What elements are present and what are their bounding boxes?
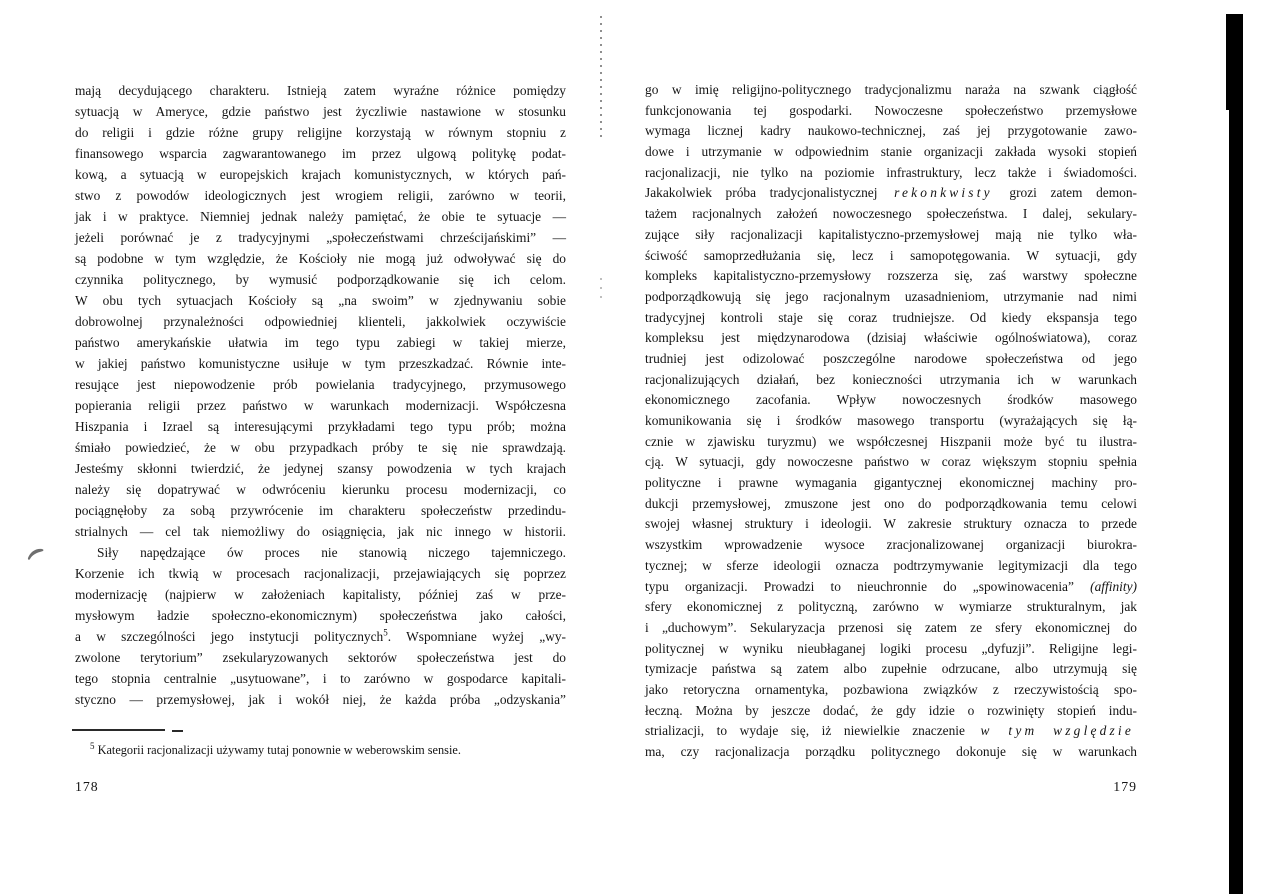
text-segment: trudniej jest odizolować poszczególne narodowe społeczeństwa od jego	[645, 350, 1137, 366]
text-line	[645, 101, 1137, 122]
text-segment: Jesteśmy skłonni twierdzić, że jedynej szansy powodzenia w tych krajach	[75, 461, 566, 476]
text-segment: strializacji, to wydaje się, iż niewielkie znaczenie	[645, 723, 978, 739]
text-segment: zujące siły racjonalizacji kapitalistyczno-przemysłowej mają nie tylko wła-	[645, 226, 1137, 242]
text-segment: kową, a sytuacją w europejskich krajach komunistycznych, w których pań-	[75, 167, 566, 182]
text-segment: stwo z powodów ideologicznych jest wrogiem religii, zarówno w teorii,	[75, 188, 566, 203]
text-line	[645, 514, 1137, 535]
text-segment: mają decydującego charakteru. Istnieją zatem wyraźne różnice pomiędzy	[75, 83, 566, 98]
footnote-separator-dash	[172, 730, 183, 732]
text-segment: . Wspomniane wyżej „wy-	[387, 629, 566, 644]
text-segment: zwolone terytorium” zsekularyzowanych sektorów społeczeństwa jest do	[75, 650, 566, 665]
text-segment: są podobne w tym względzie, że Kościoły nie mogą już odwoływać się do	[75, 251, 566, 266]
text-line	[645, 701, 1137, 722]
text-segment: cją. W sytuacji, gdy nowoczesne państwo w coraz większym stopniu spełnia	[645, 454, 1137, 470]
text-segment-sup: 5	[383, 627, 388, 638]
text-line	[645, 494, 1137, 515]
text-segment: grozi zatem demon-	[995, 185, 1137, 201]
text-segment: styczno — przemysłowej, jak i wokół niej, że każda próba „odzyskania”	[75, 692, 566, 707]
right-page-number: 179	[1113, 779, 1137, 794]
text-segment: ekonomicznego zacofania. Wpływ nowoczesnych środków masowego	[645, 392, 1137, 408]
text-line	[75, 395, 566, 416]
text-segment: łeczną. Można by jeszcze dodać, że gdy idzie o rozwinięty stopień indu-	[645, 702, 1137, 718]
text-segment-sp-it: w tym względzie	[980, 723, 1134, 739]
text-segment: swojej własnej struktury i ideologii. W zakresie struktury oznacza to przede	[645, 516, 1137, 532]
text-line	[645, 432, 1137, 453]
text-segment: mysłowym ładzie społeczno-ekonomicznym) społeczeństwa jako całości,	[75, 608, 566, 623]
text-segment: Kategorii racjonalizacji używamy tutaj ponownie w weberowskim sensie.	[94, 743, 461, 757]
text-line	[75, 563, 566, 584]
text-segment: należy się dopatrywać w odwróceniu kierunku procesu modernizacji, co	[75, 482, 566, 497]
text-line	[645, 266, 1137, 287]
text-line	[645, 183, 1137, 204]
text-segment: pociągnęłoby za sobą przywrócenie im charakteru społeczeństw przedindu-	[75, 503, 566, 518]
text-line	[645, 639, 1137, 660]
text-segment: komunikowania się i środków masowego transportu (wyrażających się łą-	[645, 413, 1137, 428]
text-line	[645, 618, 1137, 639]
text-segment: Hiszpania i Izrael są interesującymi przykładami tego typu prób; można	[75, 419, 566, 434]
text-line	[645, 680, 1137, 701]
text-line	[75, 668, 566, 689]
text-segment: dowe i utrzymanie w odpowiednim stanie organizacji zakłada wysoki stopień	[645, 144, 1137, 160]
text-line	[645, 80, 1137, 101]
text-segment: racjonalizujących działań, bez konieczności utrzymania ich w warunkach	[645, 371, 1137, 387]
text-line	[645, 452, 1137, 473]
text-line	[75, 185, 566, 206]
text-line	[645, 225, 1137, 246]
text-line	[75, 689, 566, 710]
text-segment: kompleksu jest międzynarodowa (dzisiaj właściwie ogólnoświatowa), coraz	[645, 330, 1137, 346]
text-line	[75, 269, 566, 290]
text-line	[75, 206, 566, 227]
text-line	[645, 246, 1137, 267]
text-segment: tażem racjonalnych założeń nowoczesnego społeczeństwa. I dalej, sekulary-	[645, 206, 1137, 222]
text-segment: państwo amerykańskie ułatwia im tego typu zabiegi w takiej mierze,	[75, 335, 566, 350]
text-segment: tymizacje państwa są zatem albo zupełnie odrzucane, albo utrzymują się	[645, 661, 1137, 677]
text-line	[645, 742, 1137, 763]
text-segment: w jakiej państwo komunistyczne usiłuje w tym przeszkadzać. Równie inte-	[75, 356, 566, 371]
text-segment: typu organizacji. Prowadzi to nieuchronnie do „spowinowacenia”	[645, 578, 1091, 594]
text-line	[645, 370, 1137, 391]
text-line	[75, 227, 566, 248]
text-line	[75, 374, 566, 395]
text-segment: resujące jest niepowodzenie prób powielania tradycyjnego, przymusowego	[75, 377, 566, 392]
text-line	[645, 597, 1137, 618]
text-segment: kompleks kapitalistyczno-przemysłowy rozszerza się, zaś warstwy społeczne	[645, 268, 1137, 284]
text-line	[645, 328, 1137, 349]
text-segment: popierania religii przez państwo w warunkach modernizacji. Współczesna	[75, 398, 566, 413]
text-line	[75, 164, 566, 185]
text-line	[75, 605, 566, 626]
text-line	[75, 311, 566, 332]
text-line	[645, 287, 1137, 308]
text-line	[75, 332, 566, 353]
text-line	[645, 535, 1137, 556]
text-segment-it: (affinity)	[1090, 578, 1137, 594]
text-line	[75, 248, 566, 269]
text-line	[75, 80, 566, 101]
text-segment: modernizację (najpierw w założeniach kapitalisty, później zaś w prze-	[75, 587, 566, 602]
text-segment: sfery ekonomicznej z polityczną, zarówno w wymiarze strukturalnym, jak	[645, 599, 1137, 615]
text-line	[75, 647, 566, 668]
text-line	[75, 353, 566, 374]
text-segment: dobrowolnej przynależności odpowiedniej klienteli, jakkolwiek oczywiście	[75, 314, 566, 329]
text-line	[75, 143, 566, 164]
text-line	[645, 142, 1137, 163]
text-line	[645, 163, 1137, 184]
text-segment: ma, czy racjonalizacja porządku politycznego dokonuje się w warunkach	[645, 744, 1137, 759]
text-segment: polityczne i prawne wymagania gigantycznej ekonomicznej machiny pro-	[645, 475, 1137, 491]
text-segment: do religii i gdzie różne grupy religijne korzystają w równym stopniu z	[75, 125, 566, 140]
text-line	[75, 437, 566, 458]
text-line	[75, 500, 566, 521]
text-segment: tego stopnia centralnie „usytuowane”, i to zarówno w gospodarce kapitali-	[75, 671, 566, 686]
text-segment: racjonalizacji, nie tylko na poziomie infrastruktury, lecz także i świadomości.	[645, 164, 1137, 180]
right-page-text	[645, 80, 1137, 763]
text-segment: sytuacją w Ameryce, gdzie państwo jest życzliwie nastawione w stosunku	[75, 104, 566, 119]
text-line	[75, 542, 566, 563]
text-line	[75, 101, 566, 122]
text-segment: funkcjonowania tej gospodarki. Nowoczesne społeczeństwo przemysłowe	[645, 102, 1137, 118]
text-line	[645, 659, 1137, 680]
text-segment: i „duchowym”. Sekularyzacja przenosi się zatem ze sfery ekonomicznej do	[645, 619, 1137, 635]
text-line	[645, 577, 1137, 598]
text-segment: finansowego wsparcia zagwarantowanego im przez ulgową politykę podat-	[75, 146, 566, 161]
text-segment: czynnika politycznego, by wymusić podporządkowanie się ich celom.	[75, 272, 566, 287]
text-segment: tradycyjnej kontroli staje się coraz trudniejsze. Od kiedy ekspansja tego	[645, 309, 1137, 325]
scan-gutter-dots-lower	[600, 278, 602, 304]
text-line	[75, 521, 566, 542]
text-segment: jako retoryczna ornamentyka, pozbawiona związków z rzeczywistością spo-	[645, 681, 1137, 697]
text-line	[645, 473, 1137, 494]
text-segment: dukcji przemysłowej, zmuszone jest ono do podporządkowania temu celowi	[645, 495, 1137, 511]
text-segment: Siły napędzające ów proces nie stanowią niczego tajemniczego.	[97, 545, 566, 560]
text-line	[645, 390, 1137, 411]
text-segment: ściwość samoprzedłużania się, lecz i samopotęgowania. W sytuacji, gdy	[645, 247, 1137, 263]
text-line	[645, 411, 1137, 432]
text-segment-sup: 5	[90, 740, 95, 751]
scan-edge-bar	[1229, 14, 1243, 894]
text-line	[75, 584, 566, 605]
text-segment: wszystkim wprowadzenie wysoce zracjonalizowanej organizacji biurokra-	[645, 537, 1137, 553]
text-segment-sp-it: rekonkwisty	[894, 185, 993, 201]
text-segment: cznie w zjawisku turyzmu) we współczesnej Hiszpanii może być tu ilustra-	[645, 433, 1137, 449]
text-line	[75, 416, 566, 437]
text-segment: jeżeli porównać je z tradycyjnymi „społeczeństwami chrześcijańskimi” —	[75, 230, 566, 245]
text-segment: podporządkowują się jego racjonalnym uzasadnieniom, utrzymanie nad nimi	[645, 288, 1137, 304]
text-line	[75, 626, 566, 647]
left-page-text	[75, 80, 566, 710]
scan-gutter-dots	[600, 16, 602, 142]
text-segment: W obu tych sytuacjach Kościoły są „na swoim” w zjednywaniu sobie	[75, 293, 566, 308]
text-line	[75, 290, 566, 311]
text-segment: politycznej w wyniku nieubłaganej logiki procesu „dyfuzji”. Religijne legi-	[645, 640, 1137, 656]
text-line	[75, 122, 566, 143]
text-line	[75, 458, 566, 479]
text-line	[645, 556, 1137, 577]
margin-pen-mark	[26, 546, 48, 562]
text-segment: go w imię religijno-politycznego tradycjonalizmu naraża na szwank ciągłość	[645, 82, 1137, 97]
text-line	[75, 479, 566, 500]
left-page-number: 178	[75, 779, 99, 794]
text-segment: Jakakolwiek próba tradycjonalistycznej	[645, 185, 892, 201]
text-segment: jak i w praktyce. Niemniej jednak należy pamiętać, że obie te sytuacje —	[75, 209, 566, 224]
text-segment: strialnych — cel tak niemożliwy do osiągnięcia, jak nic innego w historii.	[75, 524, 566, 539]
text-line	[645, 204, 1137, 225]
text-segment: Korzenie ich tkwią w procesach racjonalizacji, przejawiających się poprzez	[75, 566, 566, 581]
footnote-separator	[72, 729, 165, 731]
text-segment: śmiało powiedzieć, że w obu przypadkach próby te się nie sprawdzają.	[75, 440, 566, 455]
footnote	[90, 741, 560, 759]
text-segment: tycznej; w sferze ideologii oznacza podtrzymywanie legitymizacji dla tego	[645, 557, 1137, 573]
text-line	[645, 349, 1137, 370]
text-line	[645, 308, 1137, 329]
text-segment: wymaga licznej kadry naukowo-technicznej, zaś jej przygotowanie zawo-	[645, 123, 1137, 139]
text-segment: a w szczególności jego instytucji politycznych	[75, 629, 384, 644]
text-line	[645, 721, 1137, 742]
text-line	[645, 121, 1137, 142]
